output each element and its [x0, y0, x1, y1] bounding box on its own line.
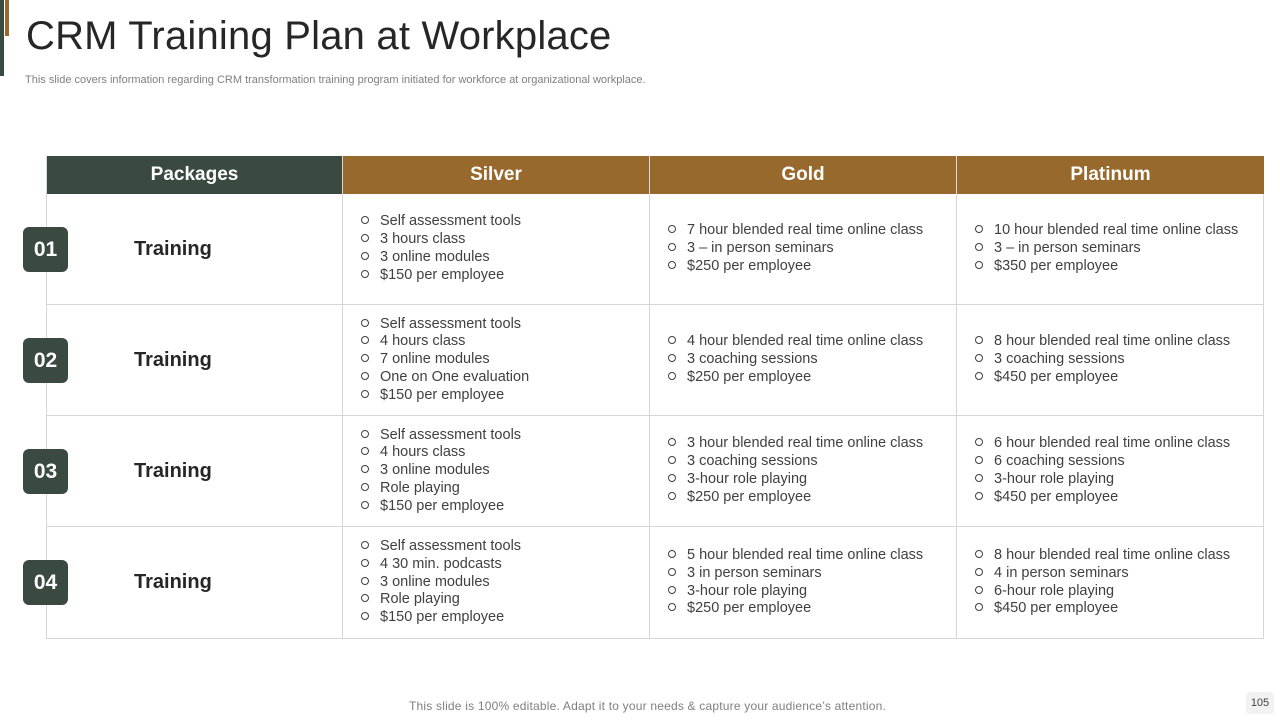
- feature-text: 8 hour blended real time online class: [994, 546, 1231, 563]
- list-item: [361, 462, 521, 480]
- list-item: [361, 538, 521, 556]
- circle-bullet-icon: [668, 586, 676, 594]
- list-item: [975, 583, 1230, 601]
- table-row: [47, 416, 1264, 527]
- feature-text: 4 in person seminars: [994, 564, 1129, 581]
- feature-text: 6-hour role playing: [994, 582, 1115, 599]
- header-packages: Packages: [47, 156, 343, 194]
- feature-text: $250 per employee: [687, 257, 812, 274]
- silver-feature-list: [361, 213, 521, 284]
- circle-bullet-icon: [975, 372, 983, 380]
- list-item: [668, 435, 923, 453]
- feature-text: $450 per employee: [994, 488, 1119, 505]
- list-item: [361, 316, 529, 334]
- gold-feature-list: [668, 333, 923, 386]
- list-item: [975, 222, 1238, 240]
- list-item: [975, 435, 1230, 453]
- list-item: [668, 565, 923, 583]
- table-row: [47, 527, 1264, 639]
- feature-text: $150 per employee: [380, 266, 505, 283]
- gold-cell: [650, 194, 957, 304]
- platinum-feature-list: [975, 222, 1238, 275]
- circle-bullet-icon: [975, 225, 983, 233]
- list-item: [361, 267, 521, 285]
- circle-bullet-icon: [668, 438, 676, 446]
- silver-feature-list: [361, 538, 521, 627]
- platinum-cell: [957, 527, 1264, 638]
- list-item: [361, 444, 521, 462]
- list-item: [668, 222, 923, 240]
- gold-feature-list: [668, 547, 923, 618]
- table-header-row: [47, 156, 1264, 194]
- circle-bullet-icon: [975, 243, 983, 251]
- header-platinum: Platinum: [957, 156, 1264, 194]
- gold-cell: [650, 416, 957, 526]
- circle-bullet-icon: [975, 261, 983, 269]
- feature-text: 3 coaching sessions: [994, 351, 1125, 368]
- feature-text: 8 hour blended real time online class: [994, 333, 1231, 350]
- platinum-feature-list: [975, 435, 1230, 506]
- feature-text: 10 hour blended real time online class: [994, 222, 1239, 239]
- circle-bullet-icon: [668, 336, 676, 344]
- circle-bullet-icon: [668, 243, 676, 251]
- feature-text: $450 per employee: [994, 600, 1119, 617]
- feature-text: $250 per employee: [687, 488, 812, 505]
- list-item: [668, 489, 923, 507]
- header-silver: Silver: [343, 156, 650, 194]
- list-item: [975, 351, 1230, 369]
- feature-text: 3-hour role playing: [994, 471, 1115, 487]
- package-label-cell: [47, 416, 343, 526]
- title-accent-bar-secondary: [5, 0, 9, 36]
- feature-text: 6 hour blended real time online class: [994, 435, 1231, 452]
- feature-text: 3 online modules: [380, 249, 490, 265]
- feature-text: 3 online modules: [380, 462, 490, 479]
- footer-note: This slide is 100% editable. Adapt it to your needs & capture your audience’s attention.: [409, 699, 886, 713]
- feature-text: 3 hours class: [380, 231, 466, 248]
- circle-bullet-icon: [668, 456, 676, 464]
- package-label: Training: [134, 348, 212, 371]
- gold-cell: [650, 527, 957, 638]
- feature-text: 7 hour blended real time online class: [687, 222, 924, 239]
- circle-bullet-icon: [975, 550, 983, 558]
- list-item: [361, 231, 521, 249]
- circle-bullet-icon: [361, 501, 369, 509]
- gold-feature-list: [668, 222, 923, 275]
- list-item: [975, 258, 1238, 276]
- list-item: [361, 480, 521, 498]
- feature-text: Self assessment tools: [380, 315, 522, 332]
- row-number-badge: 03: [23, 449, 68, 494]
- feature-text: 4 hours class: [380, 333, 466, 350]
- feature-text: 3 in person seminars: [687, 564, 822, 581]
- list-item: [668, 369, 923, 387]
- slide-subtitle: This slide covers information regarding CRM transformation training program initiated for workforce at organizational workplace.: [25, 74, 646, 86]
- circle-bullet-icon: [361, 354, 369, 362]
- circle-bullet-icon: [975, 586, 983, 594]
- list-item: [975, 333, 1230, 351]
- list-item: [668, 453, 923, 471]
- feature-text: Role playing: [380, 591, 460, 608]
- circle-bullet-icon: [361, 612, 369, 620]
- list-item: [668, 471, 923, 489]
- list-item: [361, 351, 529, 369]
- list-item: [668, 240, 923, 258]
- circle-bullet-icon: [361, 483, 369, 491]
- circle-bullet-icon: [668, 550, 676, 558]
- circle-bullet-icon: [361, 234, 369, 242]
- package-label: Training: [134, 237, 212, 260]
- feature-text: Self assessment tools: [380, 426, 522, 443]
- list-item: [361, 369, 529, 387]
- feature-text: 4 hour blended real time online class: [687, 333, 924, 350]
- circle-bullet-icon: [668, 372, 676, 380]
- circle-bullet-icon: [361, 430, 369, 438]
- circle-bullet-icon: [668, 261, 676, 269]
- list-item: [668, 547, 923, 565]
- circle-bullet-icon: [975, 438, 983, 446]
- circle-bullet-icon: [975, 456, 983, 464]
- feature-text: 3 hour blended real time online class: [687, 435, 924, 452]
- circle-bullet-icon: [668, 225, 676, 233]
- table-row: [47, 305, 1264, 416]
- list-item: [975, 547, 1230, 565]
- list-item: [668, 583, 923, 601]
- header-gold: Gold: [650, 156, 957, 194]
- circle-bullet-icon: [975, 492, 983, 500]
- circle-bullet-icon: [361, 465, 369, 473]
- list-item: [361, 556, 521, 574]
- slide-title: CRM Training Plan at Workplace: [26, 14, 612, 58]
- feature-text: $250 per employee: [687, 368, 812, 385]
- circle-bullet-icon: [361, 577, 369, 585]
- feature-text: 3-hour role playing: [687, 582, 808, 599]
- feature-text: 3 online modules: [380, 573, 490, 590]
- circle-bullet-icon: [361, 594, 369, 602]
- feature-text: Self assessment tools: [380, 538, 522, 554]
- list-item: [668, 333, 923, 351]
- feature-text: 7 online modules: [380, 351, 490, 368]
- list-item: [975, 471, 1230, 489]
- list-item: [975, 240, 1238, 258]
- package-label-cell: [47, 194, 343, 304]
- list-item: [361, 333, 529, 351]
- feature-text: $150 per employee: [380, 497, 505, 514]
- circle-bullet-icon: [975, 354, 983, 362]
- feature-text: Role playing: [380, 479, 460, 496]
- circle-bullet-icon: [668, 354, 676, 362]
- circle-bullet-icon: [361, 216, 369, 224]
- page-number: 105: [1246, 692, 1274, 714]
- list-item: [361, 213, 521, 231]
- list-item: [975, 600, 1230, 618]
- list-item: [668, 600, 923, 618]
- list-item: [361, 591, 521, 609]
- platinum-feature-list: [975, 333, 1230, 386]
- circle-bullet-icon: [361, 541, 369, 549]
- platinum-feature-list: [975, 547, 1230, 618]
- row-number-badge: 02: [23, 338, 68, 383]
- feature-text: 3 coaching sessions: [687, 351, 818, 368]
- silver-cell: [343, 194, 650, 304]
- package-label: Training: [134, 459, 212, 482]
- circle-bullet-icon: [361, 447, 369, 455]
- row-number-badge: 01: [23, 227, 68, 272]
- package-label: Training: [134, 571, 212, 593]
- list-item: [361, 498, 521, 516]
- list-item: [361, 387, 529, 405]
- feature-text: 3 – in person seminars: [687, 240, 834, 257]
- list-item: [668, 351, 923, 369]
- feature-text: $150 per employee: [380, 609, 505, 626]
- circle-bullet-icon: [975, 474, 983, 482]
- circle-bullet-icon: [361, 372, 369, 380]
- table-body: [47, 194, 1264, 639]
- circle-bullet-icon: [668, 603, 676, 611]
- feature-text: 6 coaching sessions: [994, 453, 1125, 470]
- list-item: [975, 489, 1230, 507]
- title-accent-bar: [0, 0, 4, 76]
- circle-bullet-icon: [361, 336, 369, 344]
- silver-cell: [343, 527, 650, 638]
- training-plan-table: [46, 156, 1264, 639]
- circle-bullet-icon: [668, 474, 676, 482]
- feature-text: $150 per employee: [380, 386, 505, 403]
- silver-feature-list: [361, 316, 529, 405]
- list-item: [361, 249, 521, 267]
- feature-text: 3-hour role playing: [687, 471, 808, 487]
- feature-text: 3 coaching sessions: [687, 453, 818, 470]
- feature-text: 4 30 min. podcasts: [380, 555, 502, 572]
- feature-text: 3 – in person seminars: [994, 240, 1141, 257]
- list-item: [975, 453, 1230, 471]
- row-number-badge: 04: [23, 560, 68, 605]
- platinum-cell: [957, 194, 1264, 304]
- feature-text: $450 per employee: [994, 368, 1119, 385]
- list-item: [361, 427, 521, 445]
- circle-bullet-icon: [361, 252, 369, 260]
- list-item: [975, 565, 1230, 583]
- package-label-cell: [47, 305, 343, 415]
- circle-bullet-icon: [668, 568, 676, 576]
- package-label-cell: [47, 527, 343, 638]
- list-item: [361, 574, 521, 592]
- list-item: [668, 258, 923, 276]
- table-row: [47, 194, 1264, 305]
- circle-bullet-icon: [361, 559, 369, 567]
- circle-bullet-icon: [668, 492, 676, 500]
- feature-text: One on One evaluation: [380, 368, 530, 385]
- feature-text: 4 hours class: [380, 444, 466, 461]
- feature-text: 5 hour blended real time online class: [687, 546, 924, 563]
- list-item: [975, 369, 1230, 387]
- silver-cell: [343, 416, 650, 526]
- platinum-cell: [957, 305, 1264, 415]
- platinum-cell: [957, 416, 1264, 526]
- feature-text: Self assessment tools: [380, 213, 522, 230]
- gold-cell: [650, 305, 957, 415]
- silver-feature-list: [361, 427, 521, 516]
- circle-bullet-icon: [975, 603, 983, 611]
- gold-feature-list: [668, 435, 923, 506]
- feature-text: $350 per employee: [994, 257, 1119, 274]
- circle-bullet-icon: [361, 319, 369, 327]
- silver-cell: [343, 305, 650, 415]
- circle-bullet-icon: [975, 336, 983, 344]
- feature-text: $250 per employee: [687, 600, 812, 617]
- circle-bullet-icon: [361, 270, 369, 278]
- circle-bullet-icon: [361, 390, 369, 398]
- list-item: [361, 609, 521, 627]
- circle-bullet-icon: [975, 568, 983, 576]
